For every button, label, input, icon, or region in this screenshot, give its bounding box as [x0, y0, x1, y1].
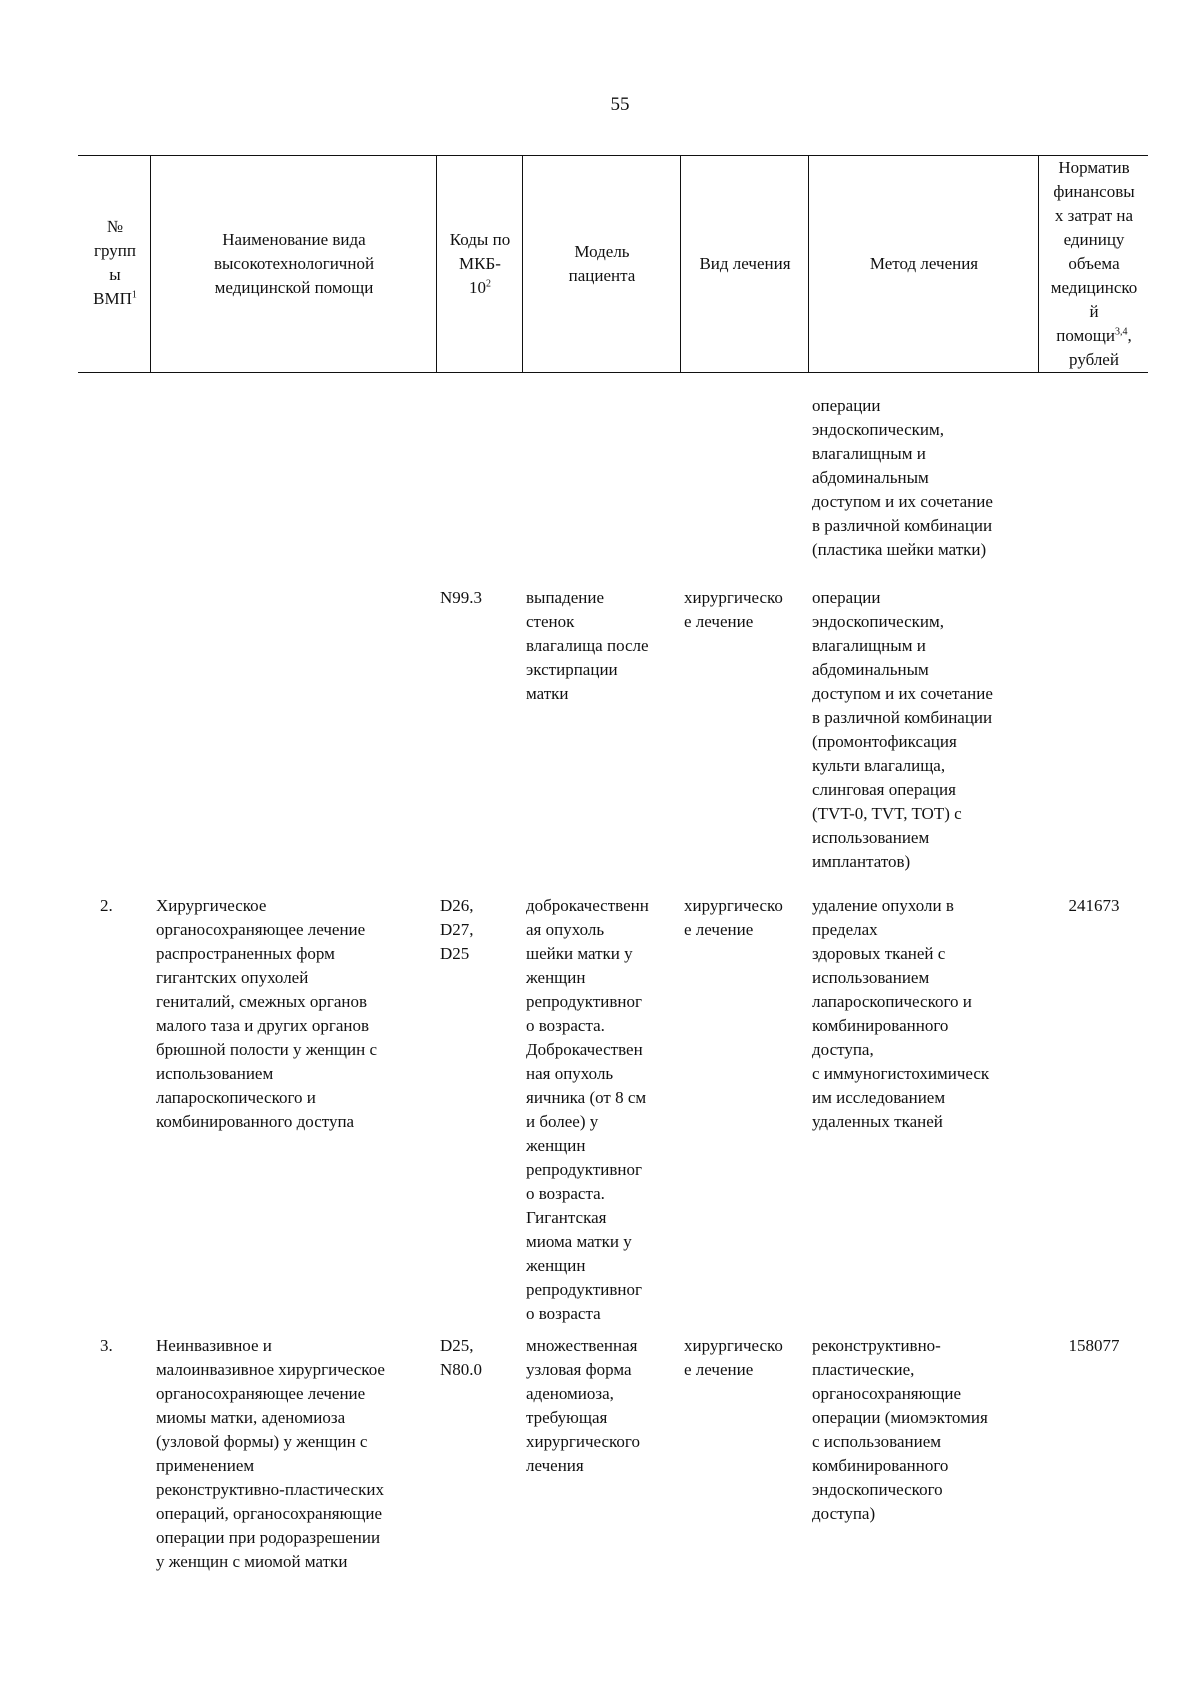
table-row-2-method: удаление опухоли в пределах здоровых тканей с использованием лапароскопического и комбинированного доступа, с иммуногистохимическ им исследованием удаленных тканей: [812, 896, 990, 1131]
header-top-border: [78, 155, 1148, 156]
table-row-2-codes: D26, D27, D25: [440, 896, 474, 963]
table-row-3-treatment: хирургическо е лечение: [684, 1336, 783, 1379]
table-row-n99-codes: N99.3: [440, 588, 483, 607]
table-row-3-model: множественная узловая форма аденомиоза, требующая хирургического лечения: [526, 1336, 640, 1475]
header-col-divider-3: [522, 155, 523, 372]
header-col-divider-4: [680, 155, 681, 372]
header-treatment-method: Метод лечения: [869, 254, 979, 273]
table-row-n99-method: операции эндоскопическим, влагалищным и абдоминальным доступом и их сочетание в различной комбинации (промонтофиксация культи влагалища, слинговая операция (TVT-0, TVT, TOT) с использованием имплантатов): [812, 588, 993, 871]
header-cost-standard: Норматив финансовы х затрат на единицу объема медицинско й помощи$^{3,4}$, рублей: [1050, 158, 1138, 369]
header-bottom-border: [78, 372, 1148, 373]
table-row-3-cost: 158077: [1068, 1336, 1120, 1355]
table-row-3-name: Неинвазивное и малоинвазивное хирургическое органосохраняющее лечение миомы матки, аденомиоза (узловой формы) у женщин с применением реконструктивно-пластических операций, органосохраняющие операции при родоразрешении у женщин с миомой матки: [156, 1336, 385, 1571]
table-row-2-name: Хирургическое органосохраняющее лечение распространенных форм гигантских опухолей гениталий, смежных органов малого таза и других органов брюшной полости у женщин с использованием лапароскопического и комбинированного доступа: [156, 896, 377, 1131]
page-number: 55: [610, 94, 630, 115]
table-row-n99-treatment: хирургическо е лечение: [684, 588, 783, 631]
table-row-3-number: 3.: [100, 1336, 113, 1355]
table-row-n99-model: выпадение стенок влагалища после экстирпации матки: [526, 588, 649, 703]
header-col-divider-6: [1038, 155, 1039, 372]
table-row-3-codes: D25, N80.0: [440, 1336, 483, 1379]
header-col-divider-1: [150, 155, 151, 372]
header-care-type-name: Наименование вида высокотехнологичной медицинской помощи: [213, 230, 375, 297]
header-group-number: № групп ы ВМП$^1$: [93, 217, 137, 308]
table-row-2-model: доброкачественн ая опухоль шейки матки у женщин репродуктивног о возраста. Доброкачествен ная опухоль яичника (от 8 см и более) у женщин репродуктивног о возраста. Гигантская миома матки у женщин репродуктивног о возраста: [526, 896, 649, 1323]
header-col-divider-5: [808, 155, 809, 372]
table-row-2-treatment: хирургическо е лечение: [684, 896, 783, 939]
table-row-3-method: реконструктивно- пластические, органосохраняющие операции (миомэктомия с использованием комбинированного эндоскопического доступа): [812, 1336, 988, 1523]
table-row-continuation-method: операции эндоскопическим, влагалищным и абдоминальным доступом и их сочетание в различной комбинации (пластика шейки матки): [812, 396, 993, 559]
table-row-2-cost: 241673: [1068, 896, 1120, 915]
header-patient-model: Модель пациента: [568, 242, 636, 285]
table-row-2-number: 2.: [100, 896, 113, 915]
header-col-divider-2: [436, 155, 437, 372]
header-treatment-type: Вид лечения: [699, 254, 791, 273]
header-icd-codes: Коды по МКБ- $10^2$: [449, 230, 511, 297]
